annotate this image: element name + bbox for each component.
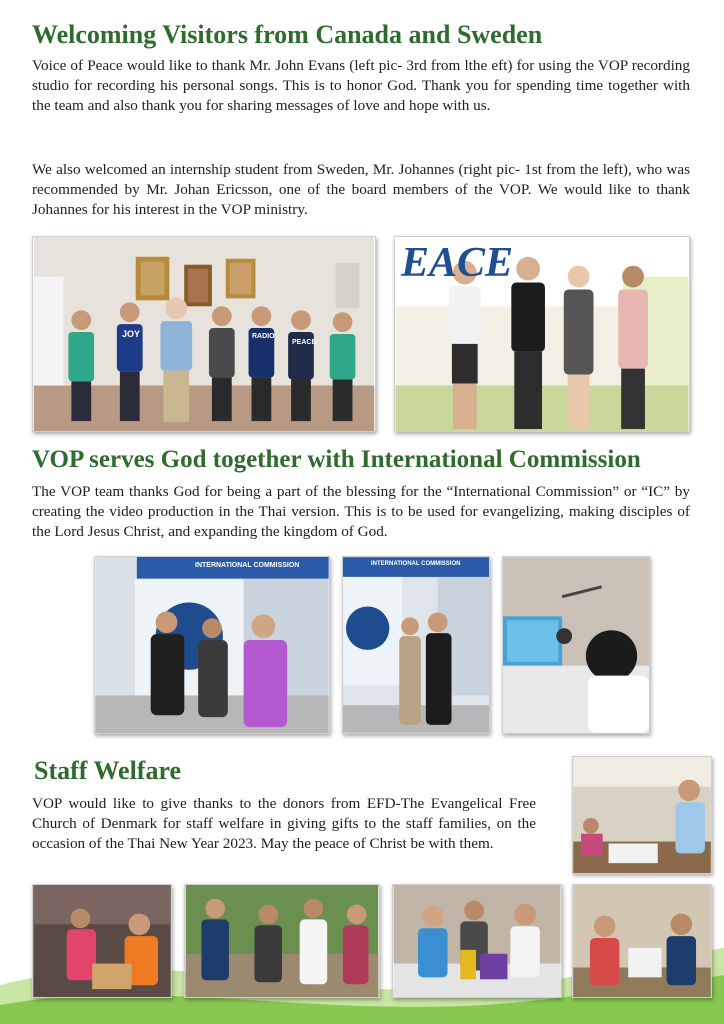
section-heading-staff-welfare: Staff Welfare [34, 756, 182, 785]
photo-welfare-home-visit [572, 756, 712, 874]
photo-recording-studio [502, 556, 650, 734]
paragraph-visitors-1: Voice of Peace would like to thank Mr. John Evans (left pic- 3rd from lthe eft) for using the VOP recording studio for recording his personal songs. This is to honor God. Thank you for spending time together with the team and also thank you for sharing messages of love and hope with us. [32, 57, 690, 114]
section-heading-visitors: Welcoming Visitors from Canada and Sweden [32, 20, 543, 49]
photo-welfare-family-2 [184, 884, 380, 998]
photo-welfare-family-3 [392, 884, 562, 998]
photo-welfare-family-1 [32, 884, 172, 998]
photo-ic-booth-group [94, 556, 330, 734]
photo-welfare-family-4 [572, 884, 712, 998]
shirt-text-radio: RADIO [252, 333, 275, 340]
paragraph-visitors-2: We also welcomed an internship student from Sweden, Mr. Johannes (right pic- 1st from the left), who was recommended by Mr. Johan Ericsson, one of the board members of the VOP. We would like to thank Johannes for his interest in the VOP ministry. [32, 161, 690, 218]
banner-text-peace: EACE [401, 240, 514, 286]
shirt-text-joy: JOY [122, 329, 141, 339]
photo-team-with-john-evans [32, 236, 376, 432]
paragraph-staff-welfare: VOP would like to give thanks to the donors from EFD-The Evangelical Free Church of Denmark for staff welfare in giving gifts to the staff families, on the occasion of the Thai New Year 2023. May the peace of Christ be with them. [32, 795, 536, 852]
paragraph-international-commission: The VOP team thanks God for being a part of the blessing for the “International Commission” or “IC” by creating the video production in the Thai version. This is to be used for evangelizing, making disciples of the Lord Jesus Christ, and expanding the kingdom of God. [32, 483, 690, 540]
photo-johannes-with-team [394, 236, 690, 432]
booth-banner-text-2: INTERNATIONAL COMMISSION [371, 561, 461, 567]
shirt-text-peace: PEACE [292, 339, 317, 346]
section-heading-international-commission: VOP serves God together with International Commission [32, 446, 641, 473]
photo-ic-booth-pair [342, 556, 490, 734]
booth-banner-text-1: INTERNATIONAL COMMISSION [195, 562, 300, 569]
